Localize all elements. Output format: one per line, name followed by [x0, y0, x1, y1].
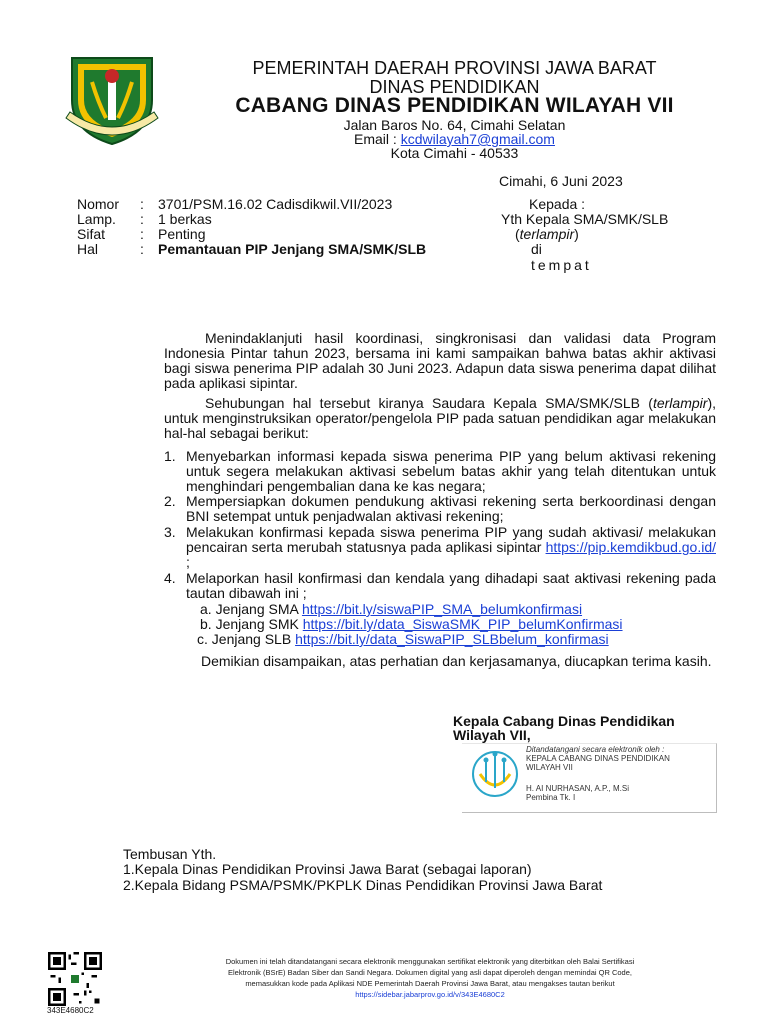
signatory-name: H. AI NURHASAN, A.P., M.Si: [526, 784, 629, 793]
list-number: 2.: [164, 493, 176, 509]
meta-key: Nomor: [77, 196, 120, 212]
list-number: 3.: [164, 524, 176, 540]
meta-colon: :: [140, 211, 144, 227]
sma-link[interactable]: https://bit.ly/siswaPIP_SMA_belumkonfirmasi: [301, 601, 583, 617]
meta-key: Sifat: [77, 226, 106, 242]
sub-item-label: c. Jenjang SLB: [197, 631, 296, 647]
list-text: Menyebarkan informasi kepada siswa penerima PIP yang belum aktivasi rekening untuk segera melakukan aktivasi sebelum batas akhir yang telah ditentukan untuk menghindari pengembalian dana ke kas negara;: [186, 448, 716, 494]
list-number: 1.: [164, 448, 176, 464]
footer-note-3: memasukkan kode pada Aplikasi NDE Pemerintah Daerah Provinsi Jawa Barat, atau mengakses tautan berikut: [245, 979, 615, 988]
sub-item-label: a. Jenjang SMA: [200, 601, 302, 617]
meta-colon: :: [140, 241, 144, 257]
smk-link[interactable]: https://bit.ly/data_SiswaSMK_PIP_belumKonfirmasi: [302, 616, 623, 632]
footer-verify-link[interactable]: https://sidebar.jabarprov.go.id/v/343E4680C2: [355, 990, 505, 999]
body-paragraph-1: Menindaklanjuti hasil koordinasi, singkronisasi dan validasi data Program Indonesia Pintar tahun 2023, bersama ini kami sampaikan bahwa batas akhir aktivasi bagi siswa penerima PIP adalah 30 Juni 2023. Adapun data siswa penerima dapat dilihat pada aplikasi sipintar.: [164, 330, 716, 391]
cc-item: 1.Kepala Dinas Pendidikan Provinsi Jawa Barat (sebagai laporan): [123, 861, 532, 877]
meta-key: Lamp.: [77, 211, 116, 227]
paren-open: (: [515, 226, 520, 242]
addressee-attachment: [515, 226, 579, 242]
list-text: Melaporkan hasil konfirmasi dan kendala yang dihadapi saat aktivasi rekening pada tautan dibawah ini ;: [186, 570, 716, 601]
footer-note-1: Dokumen ini telah ditandatangani secara elektronik menggunakan sertifikat elektronik yang diterbitkan oleh Balai Sertifikasi: [225, 957, 635, 966]
letterhead-government: PEMERINTAH DAERAH PROVINSI JAWA BARAT: [252, 58, 657, 78]
paragraph-text: ), untuk menginstruksikan operator/pengelola PIP pada satuan pendidikan agar melakukan hal-hal sebagai berikut:: [164, 395, 716, 441]
cc-heading: Tembusan Yth.: [123, 846, 217, 862]
sipintar-link[interactable]: https://pip.kemdikbud.go.id/: [545, 539, 716, 555]
paragraph-emphasis: terlampir: [652, 395, 708, 411]
sub-item-sma: [200, 601, 582, 617]
closing-paragraph: Demikian disampaikan, atas perhatian dan kerjasamanya, diucapkan terima kasih.: [201, 653, 712, 669]
letterhead-branch: CABANG DINAS PENDIDIKAN WILAYAH VII: [235, 94, 674, 117]
paren-close: ): [574, 226, 579, 242]
meta-colon: :: [140, 226, 144, 242]
sub-item-slb: [197, 631, 609, 647]
signatory-region: Wilayah VII,: [453, 727, 531, 743]
letterhead-city: Kota Cimahi - 40533: [390, 145, 519, 161]
letterhead-address: Jalan Baros No. 64, Cimahi Selatan: [343, 117, 566, 133]
list-text: Melakukan konfirmasi kepada siswa penerima PIP yang sudah aktivasi/ melakukan pencairan serta merubah statusnya pada aplikasi sipintar: [186, 524, 716, 555]
sub-item-smk: [200, 616, 623, 632]
list-number: 4.: [164, 570, 176, 586]
addressee-at: di: [531, 241, 542, 257]
meta-key: Hal: [77, 241, 99, 257]
addressee-place: tempat: [531, 257, 592, 273]
esign-note: Ditandatangani secara elektronik oleh :: [526, 745, 665, 754]
addressee-to: Kepada :: [529, 196, 586, 212]
attachment-note: terlampir: [519, 226, 575, 242]
cc-item: 2.Kepala Bidang PSMA/PSMK/PKPLK Dinas Pendidikan Provinsi Jawa Barat: [123, 877, 603, 893]
signatory-title: Kepala Cabang Dinas Pendidikan: [453, 713, 675, 729]
footer-note-2: Elektronik (BSrE) Badan Siber dan Sandi Negara. Dokumen digital yang asli dapat diperoleh dengan memindai QR Code,: [228, 968, 632, 977]
addressee-name: Yth Kepala SMA/SMK/SLB: [501, 211, 669, 227]
sub-item-label: b. Jenjang SMK: [200, 616, 303, 632]
meta-value: Pemantauan PIP Jenjang SMA/SMK/SLB: [158, 241, 427, 257]
slb-link[interactable]: https://bit.ly/data_SiswaPIP_SLBbelum_konfirmasi: [295, 631, 609, 647]
list-text: Mempersiapkan dokumen pendukung aktivasi rekening serta berkoordinasi dengan BNI setempat untuk penjadwalan aktivasi rekening;: [186, 493, 716, 524]
west-java-emblem-logo: [62, 52, 162, 148]
letter-date: Cimahi, 6 Juni 2023: [499, 173, 623, 189]
signatory-rank: Pembina Tk. I: [526, 793, 576, 802]
body-paragraph-2: [164, 396, 716, 441]
esign-position: KEPALA CABANG DINAS PENDIDIKAN: [526, 754, 670, 763]
meta-value: 3701/PSM.16.02 Cadisdikwil.VII/2023: [158, 196, 393, 212]
email-label: Email :: [354, 131, 401, 147]
meta-value: Penting: [158, 226, 206, 242]
paragraph-text: Sehubungan hal tersebut kiranya Saudara Kepala SMA/SMK/SLB (: [205, 395, 653, 411]
letterhead-department: DINAS PENDIDIKAN: [369, 77, 540, 97]
meta-value: 1 berkas: [158, 211, 212, 227]
qr-code-id: 343E4680C2: [47, 1006, 94, 1015]
meta-colon: :: [140, 196, 144, 212]
list-text-tail: ;: [186, 554, 190, 570]
esign-region: WILAYAH VII: [526, 763, 573, 772]
bsre-signature-icon: [468, 744, 522, 806]
qr-code[interactable]: [48, 952, 102, 1006]
email-link[interactable]: kcdwilayah7@gmail.com: [400, 131, 555, 147]
list-text-with-link: [186, 525, 716, 570]
